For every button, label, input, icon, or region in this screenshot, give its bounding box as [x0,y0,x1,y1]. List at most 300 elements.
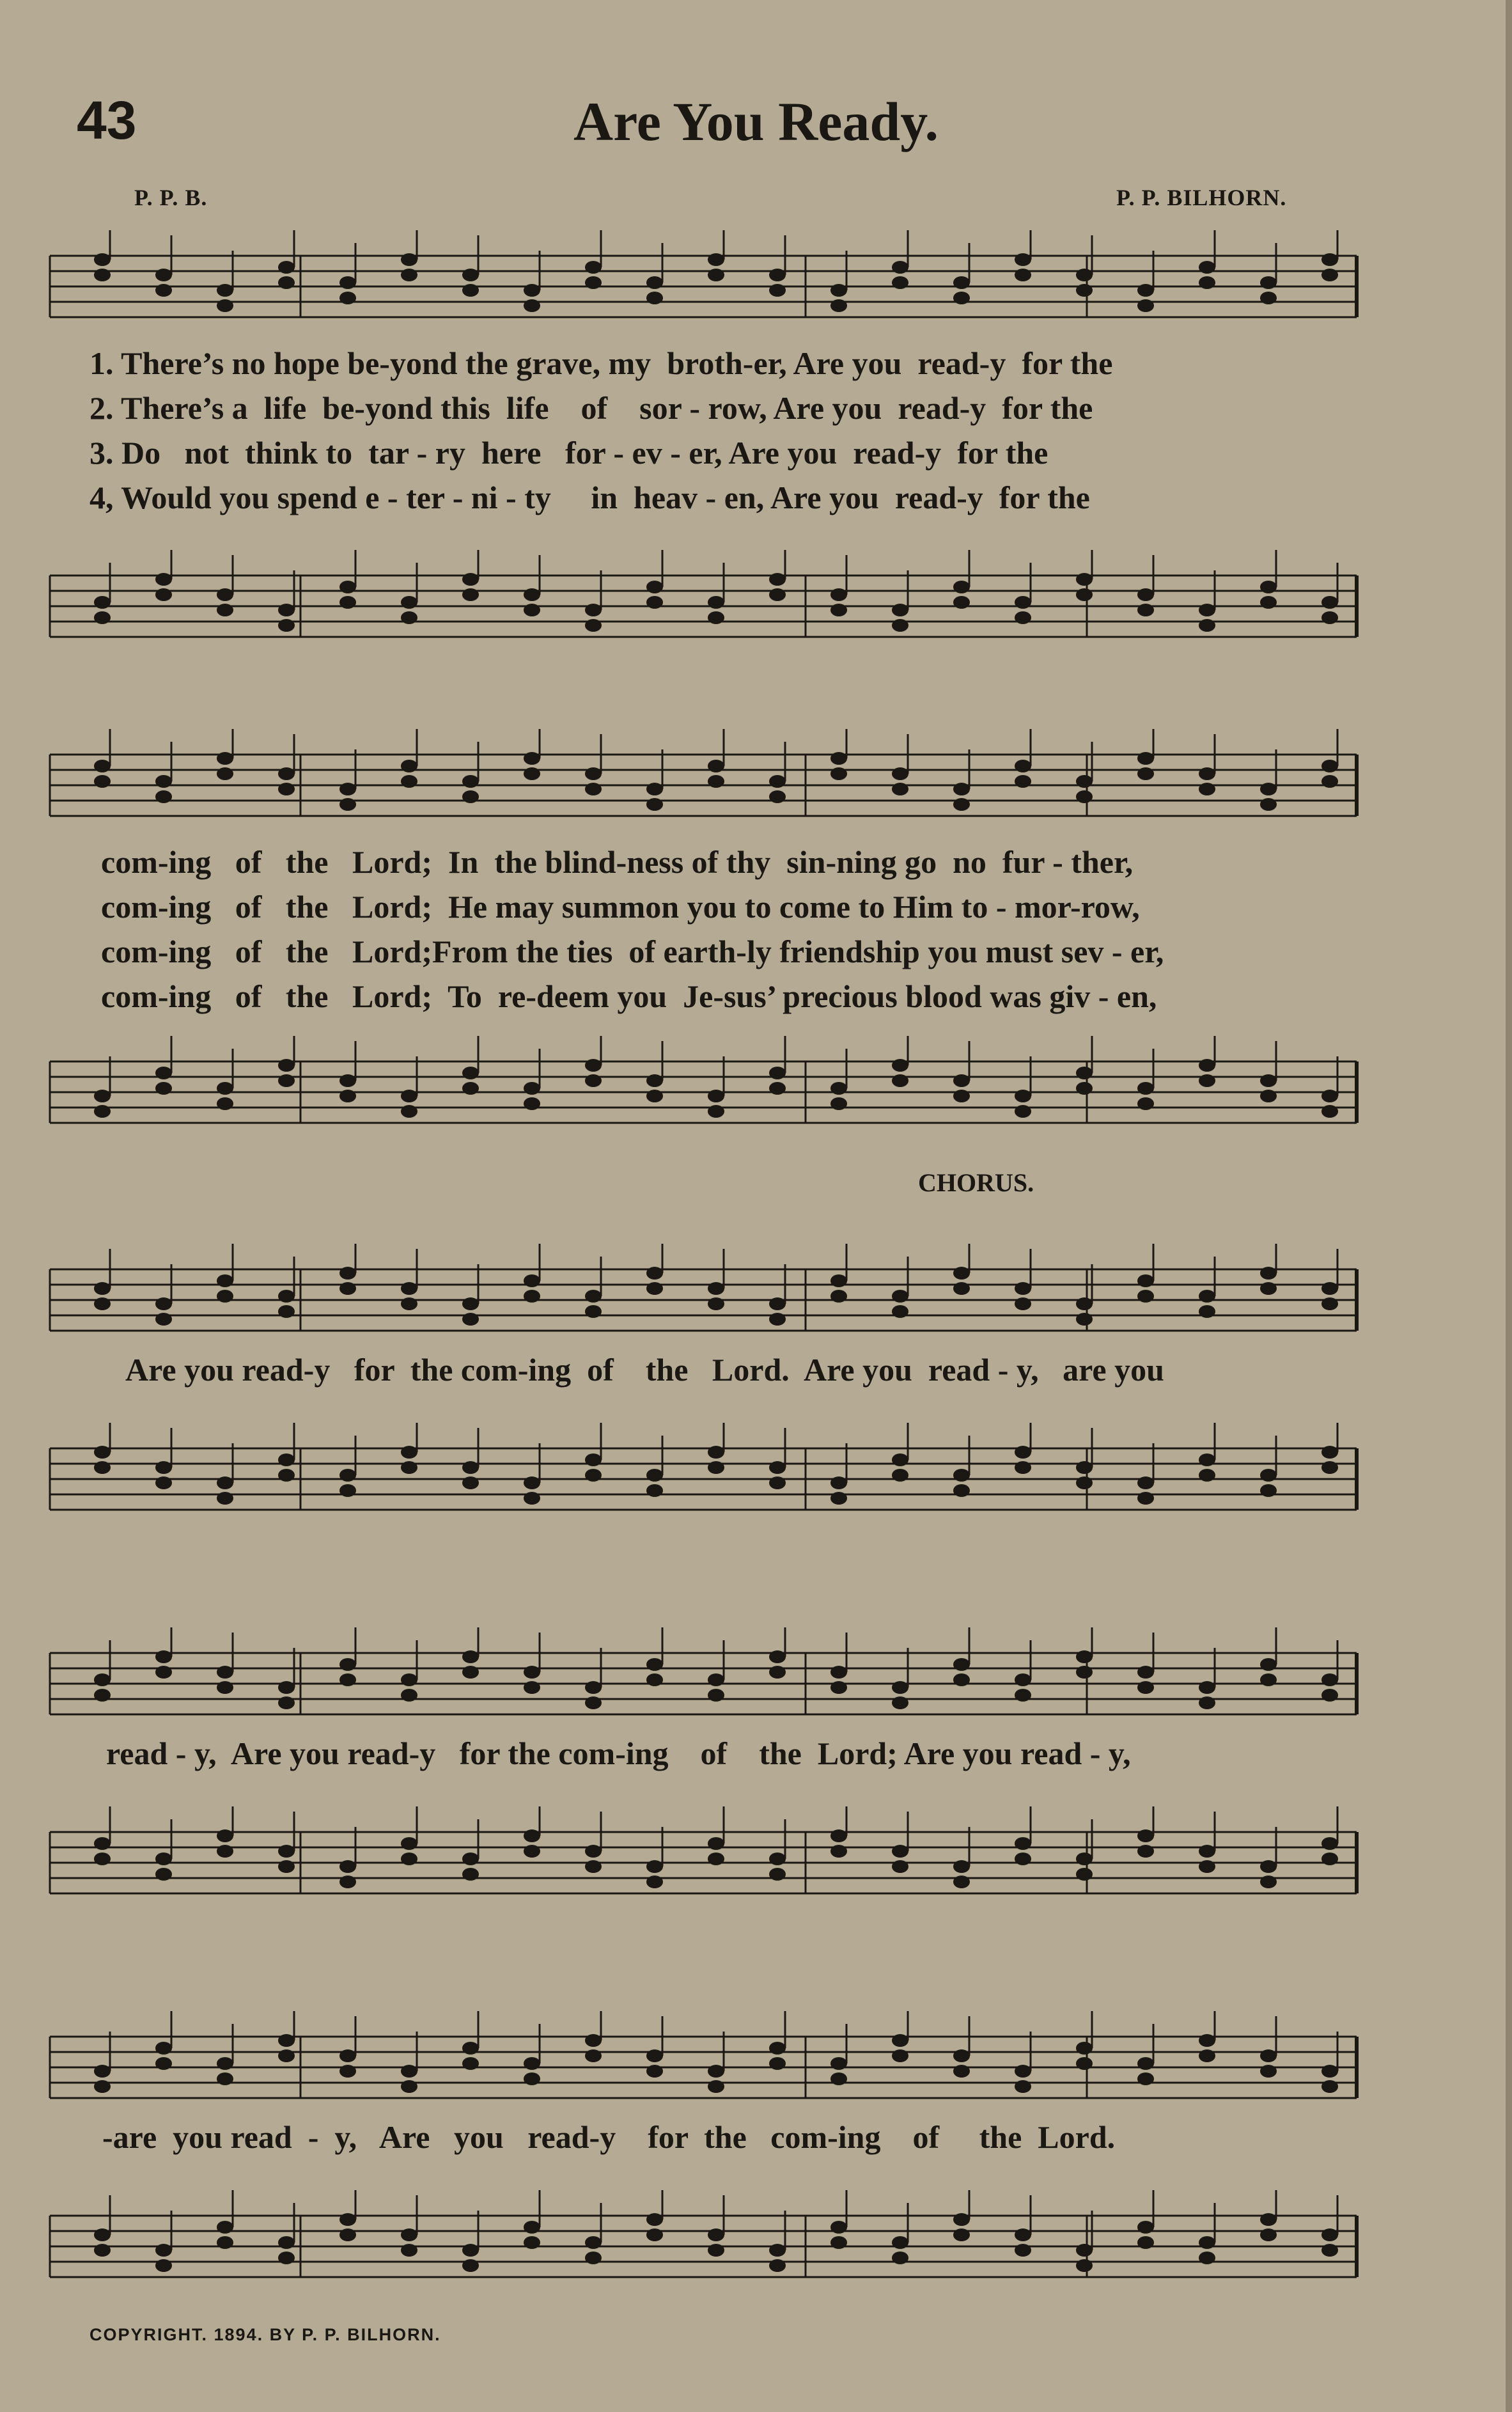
note-head [769,2244,786,2257]
note-head [1076,1297,1093,1310]
note-head [830,1097,847,1110]
note-head [708,1673,724,1686]
note-head [339,1860,356,1873]
note-head [1199,261,1215,274]
note-head [1199,1290,1215,1303]
note-head [524,604,540,616]
note-head [462,1852,479,1865]
note-head [585,767,602,780]
note-head [1260,1658,1277,1671]
note-head [585,1453,602,1466]
note-head [708,611,724,624]
note-head [892,1305,908,1318]
staff-system-2-treble [0,729,1512,844]
note-head [1260,1876,1277,1888]
note-head [830,1290,847,1303]
note-head [1321,596,1338,609]
note-head [953,596,970,609]
note-head [94,2244,111,2257]
note-head [953,276,970,289]
note-head [953,1484,970,1497]
note-head [1321,1852,1338,1865]
note-head [401,2065,417,2078]
note-head [339,1074,356,1087]
note-head [1076,1476,1093,1489]
note-head [1137,1845,1154,1858]
note-head [1076,1082,1093,1095]
note-head [1015,1090,1031,1102]
note-head [155,284,172,297]
note-head [953,1074,970,1087]
note-head [155,1297,172,1310]
note-head [1015,1297,1031,1310]
copyright-notice: COPYRIGHT. 1894. BY P. P. BILHORN. [90,2325,441,2344]
note-head [1321,611,1338,624]
note-head [892,1845,908,1858]
note-head [585,619,602,632]
verse-2-line-1: 2. There’s a life be-yond this life of sor - row, Are you read-y for the [90,390,1093,426]
note-head [953,1876,970,1888]
note-head [278,1696,295,1709]
note-head [953,2049,970,2062]
note-head [1260,1282,1277,1295]
note-head [585,1290,602,1303]
note-head [94,596,111,609]
note-head [1137,1097,1154,1110]
note-head [217,1476,233,1489]
note-head [94,2228,111,2241]
note-head [1015,775,1031,788]
note-head [892,1681,908,1694]
note-head [94,1446,111,1459]
note-head [953,783,970,795]
note-head [155,1650,172,1663]
note-head [1015,253,1031,266]
note-head [339,596,356,609]
note-head [1076,1650,1093,1663]
note-head [155,1852,172,1865]
verse-4-line-2: com-ing of the Lord; To re-deem you Je-sus’ precious blood was giv - en, [101,978,1157,1014]
note-head [830,1274,847,1287]
note-head [1076,588,1093,601]
note-head [94,2080,111,2093]
note-head [1260,596,1277,609]
note-head [892,604,908,616]
note-head [830,1829,847,1842]
note-head [1199,1453,1215,1466]
note-head [769,2057,786,2070]
note-head [278,261,295,274]
note-head [217,1290,233,1303]
note-head [769,1313,786,1326]
note-head [217,2072,233,2085]
note-head [524,2236,540,2249]
note-head [769,790,786,803]
note-head [585,783,602,795]
note-head [1199,276,1215,289]
note-head [646,292,663,304]
chorus-line-3: -are you read - y, Are you read-y for the com-ing of the Lord. [102,2119,1116,2155]
note-head [339,1282,356,1295]
note-head [830,1082,847,1095]
note-head [1015,1689,1031,1702]
note-head [1076,2259,1093,2272]
note-head [217,1829,233,1842]
note-head [217,767,233,780]
note-head [94,1282,111,1295]
note-head [217,1097,233,1110]
note-head [1260,1469,1277,1482]
note-head [155,2259,172,2272]
note-head [217,1681,233,1694]
note-head [1199,2236,1215,2249]
note-head [401,1689,417,1702]
note-head [1321,1090,1338,1102]
note-head [953,1090,970,1102]
note-head [524,2072,540,2085]
note-head [953,1282,970,1295]
note-head [1260,1484,1277,1497]
note-head [155,1082,172,1095]
note-head [830,588,847,601]
note-head [1076,269,1093,281]
note-head [1137,2072,1154,2085]
note-head [1015,1673,1031,1686]
note-head [769,2259,786,2272]
note-head [524,1097,540,1110]
note-head [1076,2244,1093,2257]
note-head [339,1673,356,1686]
note-head [401,596,417,609]
verse-2-line-2: com-ing of the Lord; He may summon you to come to Him to - mor-row, [101,889,1140,925]
note-head [1137,1476,1154,1489]
note-head [585,2049,602,2062]
note-head [1260,2049,1277,2062]
note-head [646,2213,663,2226]
note-head [1137,2221,1154,2234]
note-head [892,1290,908,1303]
note-head [94,611,111,624]
note-head [585,1681,602,1694]
note-head [1199,1074,1215,1087]
note-head [401,2228,417,2241]
note-head [769,1852,786,1865]
note-head [94,1105,111,1118]
staff-system-2-bass [0,1036,1512,1151]
note-head [1015,760,1031,772]
note-head [462,1313,479,1326]
note-head [1076,573,1093,586]
verse-1-line-1: 1. There’s no hope be-yond the grave, my broth-er, Are you read-y for the [90,345,1113,381]
note-head [462,2057,479,2070]
note-head [462,1297,479,1310]
note-head [830,752,847,765]
note-head [1260,2213,1277,2226]
note-head [830,1476,847,1489]
note-head [155,588,172,601]
note-head [217,1845,233,1858]
note-head [1137,299,1154,312]
note-head [401,1673,417,1686]
note-head [217,588,233,601]
note-head [217,1274,233,1287]
note-head [339,1484,356,1497]
note-head [1321,775,1338,788]
note-head [585,2236,602,2249]
note-head [1137,1492,1154,1505]
verse-3-line-2: com-ing of the Lord;From the ties of earth-ly friendship you must sev - er, [101,934,1164,969]
note-head [585,604,602,616]
note-head [1015,1446,1031,1459]
note-head [462,269,479,281]
note-head [1321,1297,1338,1310]
note-head [278,1469,295,1482]
note-head [1076,775,1093,788]
note-head [585,1860,602,1873]
note-head [1076,1067,1093,1079]
note-head [892,2236,908,2249]
note-head [401,2244,417,2257]
note-head [646,1658,663,1671]
note-head [1137,1681,1154,1694]
note-head [892,261,908,274]
note-head [1137,1290,1154,1303]
note-head [646,1673,663,1686]
note-head [401,1461,417,1474]
note-head [769,775,786,788]
note-head [1321,1689,1338,1702]
note-head [94,1689,111,1702]
note-head [217,2057,233,2070]
note-head [830,2236,847,2249]
note-head [339,292,356,304]
note-head [1076,1868,1093,1881]
note-head [1137,604,1154,616]
note-head [708,2065,724,2078]
note-head [1321,1282,1338,1295]
note-head [646,581,663,593]
note-head [155,2057,172,2070]
staff-system-3-treble [0,1244,1512,1359]
note-head [217,2221,233,2234]
verse-3-line-1: 3. Do not think to tar - ry here for - ev - er, Are you read-y for the [90,435,1048,471]
note-head [585,2251,602,2264]
note-head [462,573,479,586]
note-head [708,1461,724,1474]
note-head [339,581,356,593]
words-credit: P. P. B. [134,185,208,210]
note-head [524,1666,540,1679]
note-head [339,2049,356,2062]
note-head [953,2213,970,2226]
note-head [155,1476,172,1489]
note-head [585,1469,602,1482]
note-head [462,1082,479,1095]
note-head [462,1067,479,1079]
note-head [94,1673,111,1686]
staff-system-4-bass [0,1806,1512,1922]
note-head [708,596,724,609]
note-head [708,1852,724,1865]
note-head [892,767,908,780]
note-head [892,2049,908,2062]
note-head [462,1476,479,1489]
note-head [892,783,908,795]
note-head [892,1059,908,1072]
note-head [708,2080,724,2093]
note-head [708,2244,724,2257]
note-head [1015,611,1031,624]
note-head [278,1845,295,1858]
note-head [1015,2065,1031,2078]
note-head [1199,1845,1215,1858]
note-head [278,1453,295,1466]
note-head [278,2251,295,2264]
note-head [155,790,172,803]
note-head [462,1666,479,1679]
note-head [1199,1059,1215,1072]
note-head [401,760,417,772]
note-head [401,1852,417,1865]
note-head [524,1829,540,1842]
note-head [953,798,970,811]
note-head [278,2049,295,2062]
note-head [1015,2080,1031,2093]
note-head [769,1666,786,1679]
note-head [278,2236,295,2249]
note-head [401,1105,417,1118]
note-head [1321,1105,1338,1118]
note-head [524,767,540,780]
note-head [401,1297,417,1310]
note-head [524,1845,540,1858]
note-head [524,1492,540,1505]
note-head [278,783,295,795]
note-head [278,604,295,616]
note-head [155,2244,172,2257]
note-head [1321,1837,1338,1850]
note-head [1260,292,1277,304]
note-head [1199,1469,1215,1482]
note-head [524,284,540,297]
note-head [1321,2080,1338,2093]
note-head [1137,1274,1154,1287]
staff-system-3-bass [0,1423,1512,1538]
note-head [1321,760,1338,772]
note-head [155,2042,172,2055]
note-head [278,767,295,780]
note-head [585,1059,602,1072]
note-head [1015,596,1031,609]
note-head [524,1476,540,1489]
note-head [646,2228,663,2241]
note-head [278,1290,295,1303]
note-head [646,1484,663,1497]
note-head [401,1837,417,1850]
note-head [278,619,295,632]
note-head [769,1297,786,1310]
note-head [769,1868,786,1881]
note-head [1015,1282,1031,1295]
note-head [339,276,356,289]
note-head [830,1492,847,1505]
note-head [155,1461,172,1474]
note-head [1321,2228,1338,2241]
note-head [155,1067,172,1079]
note-head [830,299,847,312]
note-head [401,611,417,624]
note-head [1015,269,1031,281]
note-head [892,276,908,289]
note-head [1321,253,1338,266]
note-head [769,1461,786,1474]
note-head [830,1845,847,1858]
note-head [1199,619,1215,632]
note-head [1137,752,1154,765]
note-head [1015,2228,1031,2241]
note-head [339,1090,356,1102]
note-head [278,1860,295,1873]
note-head [278,276,295,289]
note-head [1260,1860,1277,1873]
note-head [462,775,479,788]
note-head [1260,2228,1277,2241]
note-head [1321,1673,1338,1686]
note-head [1199,2251,1215,2264]
note-head [892,1696,908,1709]
note-head [339,1658,356,1671]
note-head [953,2228,970,2241]
note-head [401,2080,417,2093]
note-head [646,1876,663,1888]
note-head [708,1297,724,1310]
note-head [1015,2244,1031,2257]
note-head [892,619,908,632]
note-head [94,1852,111,1865]
note-head [892,1074,908,1087]
note-head [892,2034,908,2047]
note-head [769,588,786,601]
note-head [217,1492,233,1505]
note-head [769,1082,786,1095]
note-head [217,604,233,616]
note-head [401,253,417,266]
note-head [953,1267,970,1280]
note-head [524,1290,540,1303]
note-head [830,2072,847,2085]
note-head [524,752,540,765]
note-head [1015,1852,1031,1865]
note-head [830,1666,847,1679]
note-head [1260,798,1277,811]
note-head [1321,2244,1338,2257]
note-head [646,783,663,795]
note-head [339,2213,356,2226]
note-head [585,276,602,289]
note-head [339,2065,356,2078]
note-head [339,1876,356,1888]
note-head [1260,2065,1277,2078]
note-head [524,1681,540,1694]
staff-system-5-treble [0,2011,1512,2126]
note-head [1260,1673,1277,1686]
hymn-title: Are You Ready. [573,91,939,152]
staff-system-5-bass [0,2190,1512,2305]
note-head [1015,1837,1031,1850]
staff-system-4-treble [0,1627,1512,1742]
note-head [524,588,540,601]
note-head [339,798,356,811]
